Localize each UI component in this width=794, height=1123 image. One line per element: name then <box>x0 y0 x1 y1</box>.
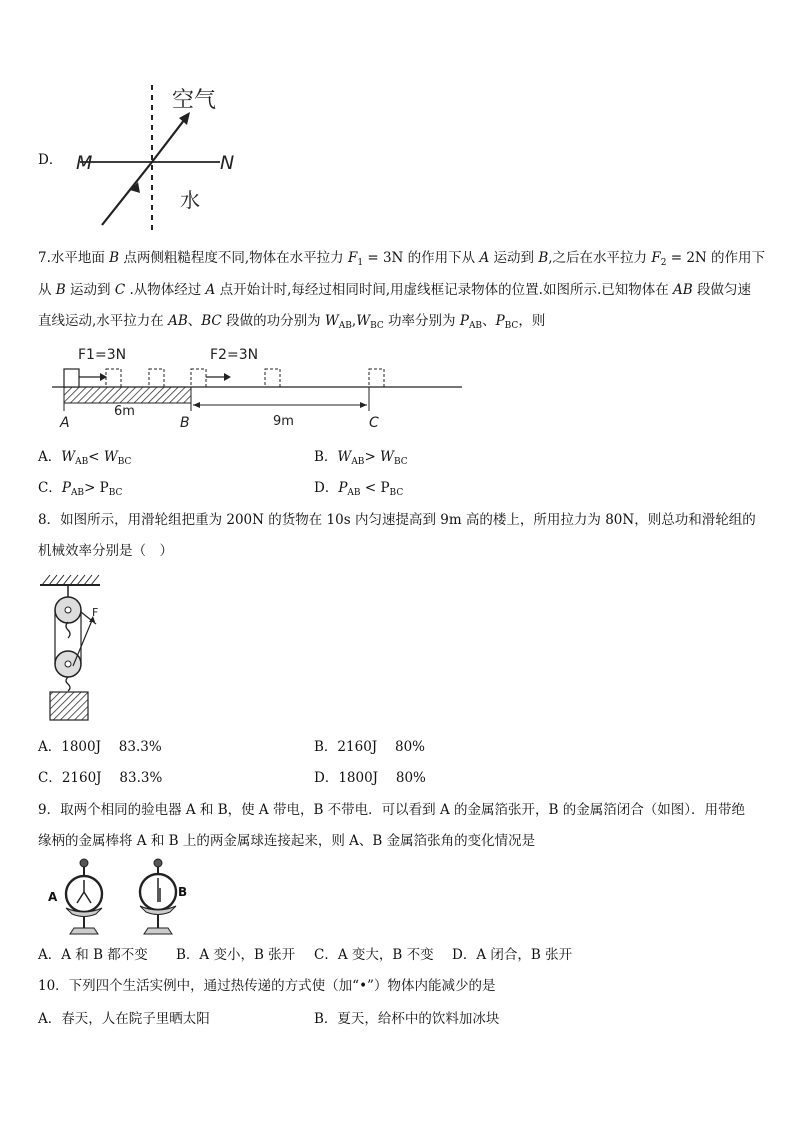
f2-arrow-icon <box>224 373 231 381</box>
q9-option-c[interactable]: C．A 变大，B 不变 <box>314 947 434 963</box>
dashed-position-box <box>369 369 384 387</box>
q9-text-line1: 9．取两个相同的验电器 A 和 B，使 A 带电，B 不带电．可以看到 A 的金属箔张开，B 的金属箔闭合（如图）．用带绝 <box>38 802 745 818</box>
q10-text-line1: 10．下列四个生活实例中，通过热传递的方式使（加“•”）物体内能减少的是 <box>38 978 496 994</box>
cargo-block <box>50 692 88 720</box>
q10-option-a[interactable]: A．春天，人在院子里晒太阳 <box>38 1011 210 1027</box>
pull-rope <box>73 618 93 666</box>
point-n-label: N <box>220 152 235 174</box>
q8-option-c[interactable]: C．2160J 83.3% <box>38 770 163 786</box>
q9-option-a[interactable]: A．A 和 B 都不变 <box>38 947 148 963</box>
f2-label: F2=3N <box>210 347 259 363</box>
q7-option-c[interactable]: C．$P_{AB}> P_{BC}$ <box>38 480 123 498</box>
q7-option-d[interactable]: D．$P_{AB} < P_{BC}$ <box>314 480 404 498</box>
q7-option-b[interactable]: B．$W_{AB}> W_{BC}$ <box>314 449 408 467</box>
q6-option-d-label: D． <box>38 152 63 168</box>
point-a-label: A <box>60 415 70 431</box>
water-label: 水 <box>180 188 200 212</box>
dashed-position-box <box>265 369 280 387</box>
ab-distance-label: 6m <box>114 404 135 419</box>
q7-text-line3: 直线运动,水平拉力在 AB、BC 段做的功分别为 $W_{AB},W_{BC}$ 功率分别为 $P_{AB}$、$P_{BC}$，则 <box>38 313 546 331</box>
q7-option-a[interactable]: A．$W_{AB}< W_{BC}$ <box>38 449 132 467</box>
pulley-figure <box>38 572 118 724</box>
q8-option-b[interactable]: B．2160J 80% <box>314 739 425 755</box>
q7-text-line1: 7.水平地面 B 点两侧粗糙程度不同,物体在水平拉力 $F_1 = 3N$ 的作用下从 A 运动到 B,之后在水平拉力 $F_2 = 2N$ 的作用下 <box>38 250 766 268</box>
f1-label: F1=3N <box>78 347 127 363</box>
point-m-label: M <box>76 152 93 174</box>
incident-ray <box>102 162 152 225</box>
electroscope-a-label: A <box>48 890 58 904</box>
force-label: F <box>92 606 99 619</box>
refracted-ray <box>152 115 188 162</box>
object-block <box>64 369 79 387</box>
q7-motion-figure <box>52 343 472 433</box>
point-b-label: B <box>180 415 190 431</box>
q9-text-line2: 缘柄的金属棒将 A 和 B 上的两金属球连接起来，则 A、B 金属箔张角的变化情况是 <box>38 833 536 849</box>
q8-text-line1: 8．如图所示，用滑轮组把重为 200N 的货物在 10s 内匀速提高到 9m 高的楼上，所用拉力为 80N，则总功和滑轮组的 <box>38 512 756 528</box>
q8-option-d[interactable]: D．1800J 80% <box>314 770 426 786</box>
q9-option-b[interactable]: B．A 变小，B 张开 <box>176 947 296 963</box>
q7-text-line2: 从 B 运动到 C .从物体经过 A 点开始计时,每经过相同时间,用虚线框记录物体的位置.如图所示.已知物体在 AB 段做匀速 <box>38 282 751 298</box>
q8-option-a[interactable]: A．1800J 83.3% <box>38 739 162 755</box>
point-c-label: C <box>369 415 379 431</box>
dashed-position-box <box>191 369 206 387</box>
electroscope-figure <box>44 856 204 938</box>
dashed-position-box <box>106 369 121 387</box>
refraction-figure <box>70 85 250 235</box>
bc-distance-label: 9m <box>273 414 294 429</box>
rough-ground-hatch <box>64 387 191 403</box>
q9-option-d[interactable]: D．A 闭合，B 张开 <box>452 947 573 963</box>
q8-text-line2: 机械效率分别是（ ） <box>38 543 173 559</box>
electroscope-b-label: B <box>178 885 188 899</box>
q10-option-b[interactable]: B．夏天，给杯中的饮料加冰块 <box>314 1011 500 1027</box>
electroscope-a <box>66 859 102 934</box>
dashed-position-box <box>149 369 164 387</box>
electroscope-b <box>140 859 176 934</box>
air-label: 空气 <box>172 88 217 113</box>
